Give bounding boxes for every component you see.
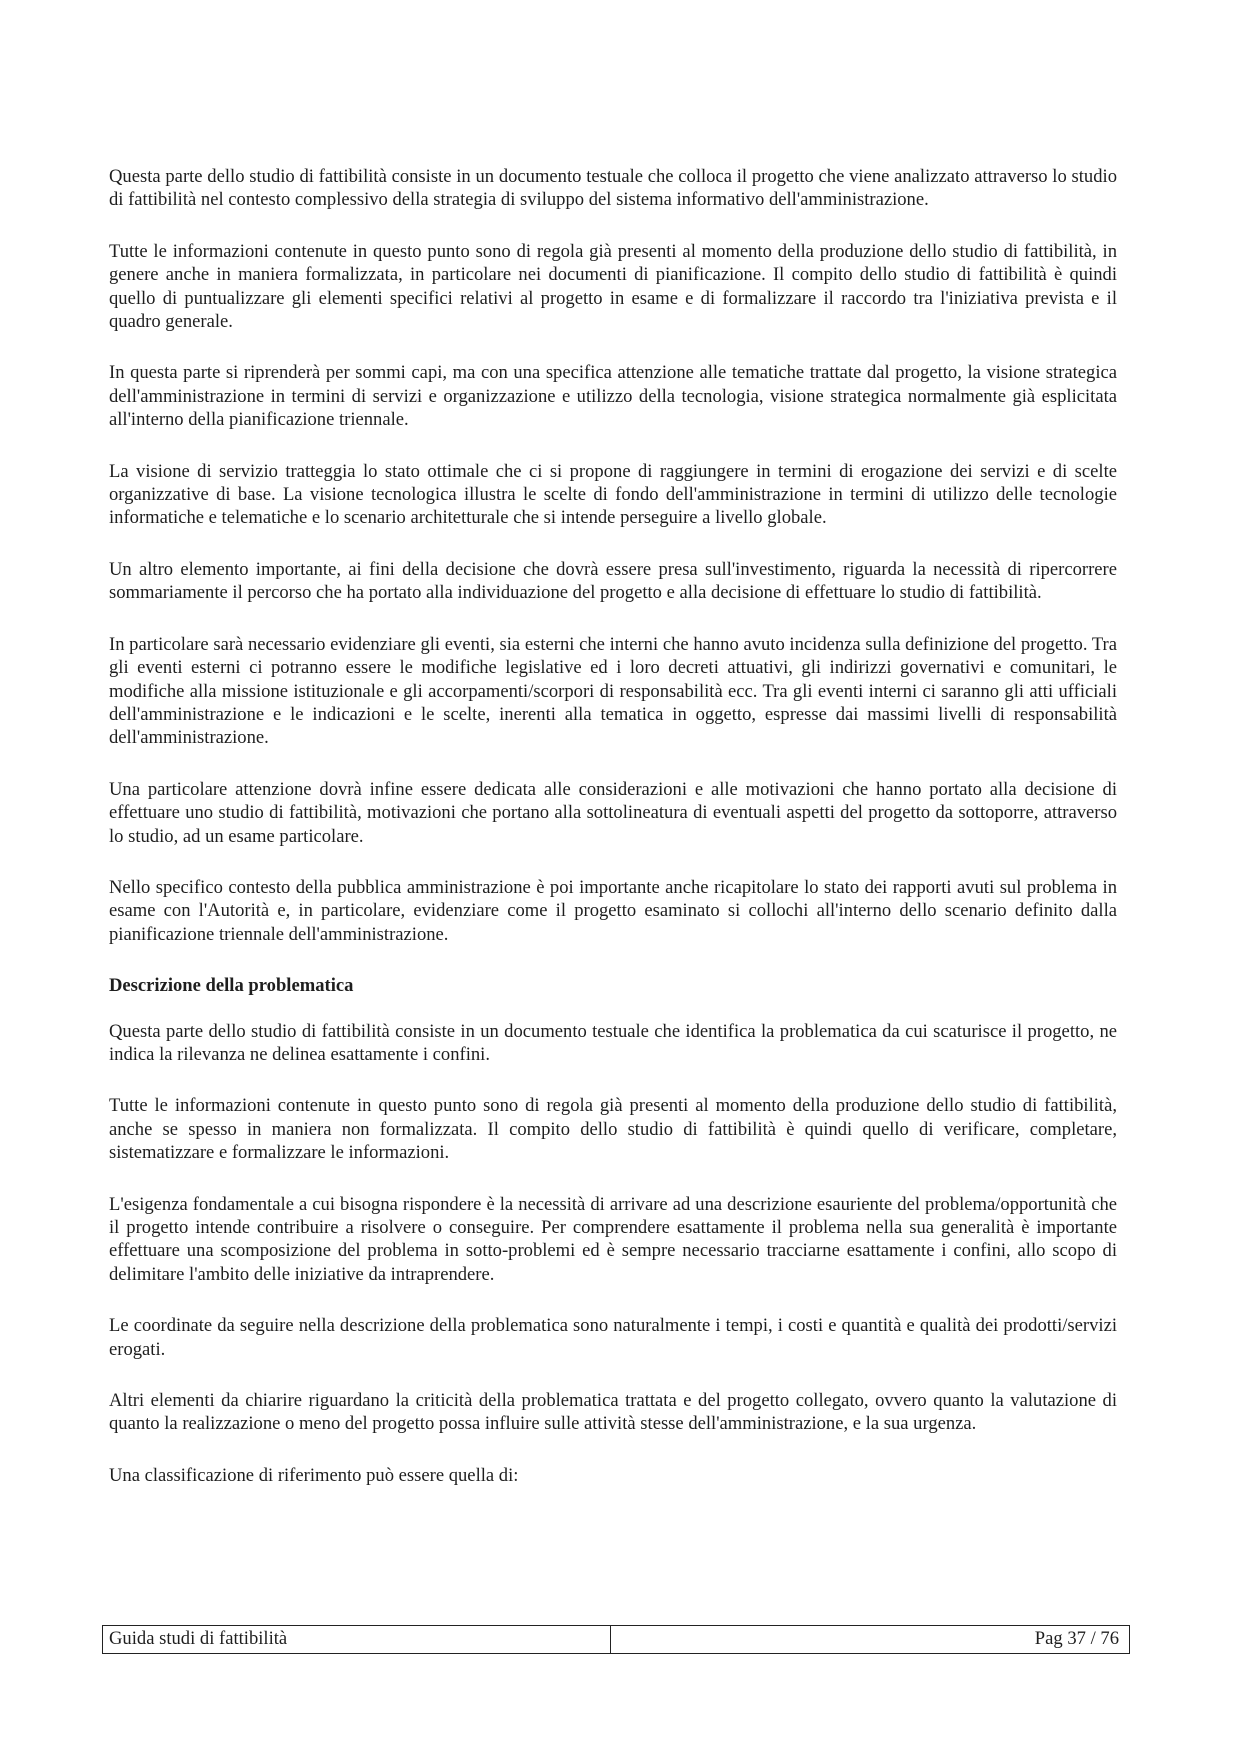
paragraph: Questa parte dello studio di fattibilità consiste in un documento testuale che identifica la problematica da cui scaturisce il progetto, ne indica la rilevanza ne delinea esattamente i confini. [109, 1020, 1117, 1065]
paragraph: In questa parte si riprenderà per sommi capi, ma con una specifica attenzione alle tematiche trattate dal progetto, la visione strategica dell'amministrazione in termini di servizi e organizzazione e utilizzo della tecnologia, visione strategica normalmente già esplicitata all'interno della pianificazione triennale. [109, 362, 1117, 431]
footer-page-number: Pag 37 / 76 [1034, 1628, 1119, 1649]
paragraph: Le coordinate da seguire nella descrizione della problematica sono naturalmente i tempi, i costi e quantità e qualità dei prodotti/servizi erogati. [109, 1315, 1117, 1360]
paragraph: Una classificazione di riferimento può essere quella di: [109, 1464, 519, 1486]
paragraph: Una particolare attenzione dovrà infine essere dedicata alle considerazioni e alle motivazioni che hanno portato alla decisione di effettuare uno studio di fattibilità, motivazioni che portano alla sottolineatura di eventuali aspetti del progetto da sottoporre, attraverso lo studio, ad un esame particolare. [109, 778, 1117, 847]
document-body [109, 165, 1117, 1515]
page-footer [102, 1625, 1130, 1654]
paragraph: Nello specifico contesto della pubblica amministrazione è poi importante anche ricapitolare lo stato dei rapporti avuti sul problema in esame con l'Autorità e, in particolare, evidenziare come il progetto esaminato si collochi all'interno dello scenario definito dalla pianificazione triennale dell'amministrazione. [109, 876, 1117, 945]
paragraph: Tutte le informazioni contenute in questo punto sono di regola già presenti al momento della produzione dello studio di fattibilità, anche se spesso in maniera non formalizzata. Il compito dello studio di fattibilità è quindi quello di verificare, completare, sistematizzare e formalizzare le informazioni. [109, 1095, 1117, 1164]
paragraph: La visione di servizio tratteggia lo stato ottimale che ci si propone di raggiungere in termini di erogazione dei servizi e di scelte organizzative di base. La visione tecnologica illustra le scelte di fondo dell'amministrazione in termini di utilizzo delle tecnologie informatiche e telematiche e lo scenario architetturale che si intende perseguire a livello globale. [109, 460, 1117, 529]
paragraph: Altri elementi da chiarire riguardano la criticità della problematica trattata e del progetto collegato, ovvero quanto la valutazione di quanto la realizzazione o meno del progetto possa influire sulle attività stesse dell'amministrazione, e la sua urgenza. [109, 1390, 1117, 1435]
paragraph: Un altro elemento importante, ai fini della decisione che dovrà essere presa sull'investimento, riguarda la necessità di ripercorrere sommariamente il percorso che ha portato alla individuazione del progetto e alla decisione di effettuare lo studio di fattibilità. [109, 558, 1117, 604]
section-heading: Descrizione della problematica [109, 975, 354, 997]
paragraph: In particolare sarà necessario evidenziare gli eventi, sia esterni che interni che hanno avuto incidenza sulla definizione del progetto. Tra gli eventi esterni ci potranno essere le modifiche legislative ed i loro decreti attuativi, gli indirizzi governativi e comunitari, le modifiche alla missione istituzionale e gli accorpamenti/scorpori di responsabilità ecc. Tra gli eventi interni ci saranno gli atti ufficiali dell'amministrazione e le indicazioni e le scelte, inerenti alla tematica in oggetto, espresse dai massimi livelli di responsabilità dell'amministrazione. [109, 633, 1117, 749]
paragraph: Questa parte dello studio di fattibilità consiste in un documento testuale che colloca il progetto che viene analizzato attraverso lo studio di fattibilità nel contesto complessivo della strategia di sviluppo del sistema informativo dell'amministrazione. [109, 166, 1117, 211]
footer-document-title: Guida studi di fattibilità [103, 1626, 611, 1653]
paragraph: Tutte le informazioni contenute in questo punto sono di regola già presenti al momento della produzione dello studio di fattibilità, in genere anche in maniera formalizzata, in particolare nei documenti di pianificazione. Il compito dello studio di fattibilità è quindi quello di puntualizzare gli elementi specifici relativi al progetto in esame e di formalizzare il raccordo tra l'iniziativa prevista e il quadro generale. [109, 240, 1117, 333]
paragraph: L'esigenza fondamentale a cui bisogna rispondere è la necessità di arrivare ad una descrizione esauriente del problema/opportunità che il progetto intende contribuire a risolvere o conseguire. Per comprendere esattamente il problema nella sua generalità è importante effettuare una scomposizione del problema in sotto-problemi ed è sempre necessario tracciarne esattamente i confini, allo scopo di delimitare l'ambito delle iniziative da intraprendere. [109, 1193, 1117, 1285]
